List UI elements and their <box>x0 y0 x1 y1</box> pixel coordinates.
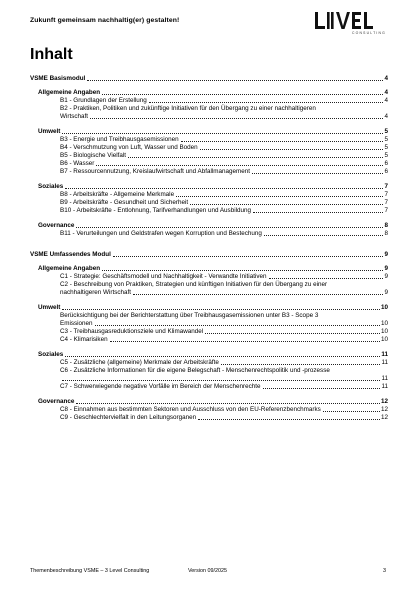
toc-entry-title: Governance <box>38 222 75 229</box>
toc-entry-b9[interactable] <box>30 199 388 207</box>
toc-entry-title: C1 - Strategie: Geschäftsmodell und Nachhaltigkeit - Verwandte Initiativen <box>60 273 267 280</box>
toc-page-number: 5 <box>384 144 388 151</box>
toc-leader <box>181 141 384 142</box>
toc-entry-c2[interactable] <box>30 281 388 297</box>
toc-entry-c5[interactable] <box>30 359 388 367</box>
toc-entry-title: B1 - Grundlagen der Erstellung <box>60 97 147 104</box>
toc-page-number: 5 <box>384 152 388 159</box>
toc-leader <box>190 204 383 205</box>
toc-entry-title: C8 - Einnahmen aus bestimmten Sektoren und Ausschluss von den EU-Referenzbenchmarks <box>60 406 321 413</box>
toc-entry-title: Berücksichtigung bei der Berichterstattung über Treibhausgasemissionen unter B3 - Scope 3 <box>60 312 319 319</box>
toc-leader <box>253 212 383 213</box>
toc-entry-umwelt[interactable] <box>30 128 388 136</box>
toc-entry-b10[interactable] <box>30 207 388 215</box>
toc-leader <box>269 278 384 279</box>
toc-entry-umwelt-2[interactable] <box>30 304 388 312</box>
toc-page-number: 7 <box>384 207 388 214</box>
logo-icon <box>314 10 384 32</box>
toc-leader <box>102 270 383 271</box>
toc-leader <box>96 165 383 166</box>
toc-entry-governance[interactable] <box>30 222 388 230</box>
toc-entry-c8[interactable] <box>30 406 388 414</box>
toc-leader <box>113 256 384 257</box>
toc-entry-title: B6 - Wasser <box>60 160 95 167</box>
toc-leader <box>264 235 384 236</box>
toc-entry-title: Umwelt <box>38 304 61 311</box>
toc-page-number: 10 <box>380 336 388 343</box>
toc-leader <box>323 411 380 412</box>
toc-leader <box>221 364 381 365</box>
toc-entry-b8[interactable] <box>30 191 388 199</box>
footer-page-number: 3 <box>383 568 386 574</box>
toc-page-number: 10 <box>380 320 388 327</box>
toc-entry-umfassendes-modul[interactable] <box>30 251 388 259</box>
toc-entry-title-continued: Emissionen <box>60 320 93 327</box>
toc-entry-b5[interactable] <box>30 152 388 160</box>
footer-document-title: Themenbeschreibung VSME – 3 Level Consulting <box>30 568 150 574</box>
toc-entry-title: B2 - Praktiken, Politiken und zukünftige Initiativen für den Übergang zu einer nachhaltigeren <box>60 105 316 112</box>
toc-page-number: 4 <box>384 89 388 96</box>
toc-entry-b6[interactable] <box>30 160 388 168</box>
toc-entry-title: VSME Basismodul <box>30 75 86 82</box>
toc-entry-title: Umwelt <box>38 128 61 135</box>
toc-leader <box>198 419 380 420</box>
toc-page-number: 8 <box>384 222 388 229</box>
toc-leader <box>102 94 383 95</box>
toc-leader <box>252 173 383 174</box>
toc-page-number: 11 <box>381 375 388 382</box>
toc-entry-c7[interactable] <box>30 383 388 391</box>
toc-entry-b1[interactable] <box>30 97 388 105</box>
toc-leader <box>62 133 383 134</box>
toc-entry-b2[interactable] <box>30 105 388 121</box>
toc-entry-title: B10 - Arbeitskräfte - Entlohnung, Tarifverhandlungen und Ausbildung <box>60 207 252 214</box>
toc-entry-governance-2[interactable] <box>30 398 388 406</box>
toc-entry-title: B7 - Ressourcennutzung, Kreislaufwirtschaft und Abfallmanagement <box>60 168 251 175</box>
toc-leader <box>176 196 383 197</box>
toc-entry-title: B3 - Energie und Treibhausgasemissionen <box>60 136 179 143</box>
toc-leader <box>90 118 383 119</box>
logo-subtitle: CONSULTING <box>352 31 386 35</box>
toc-page-number: 4 <box>384 113 388 120</box>
toc-entry-scope3[interactable] <box>30 312 388 328</box>
toc-page-number: 12 <box>380 406 388 413</box>
toc-entry-c6[interactable] <box>30 367 388 383</box>
toc-page-number: 9 <box>384 289 388 296</box>
toc-entry-title: B4 - Verschmutzung von Luft, Wasser und Boden <box>60 144 198 151</box>
toc-page-number: 4 <box>384 97 388 104</box>
toc-entry-c3[interactable] <box>30 328 388 336</box>
toc-entry-title: C9 - Geschlechtervielfalt in den Leitungsorganen <box>60 414 197 421</box>
toc-page-number: 11 <box>381 351 388 358</box>
toc-leader <box>110 341 380 342</box>
company-logo <box>314 10 386 36</box>
toc-entry-title: Allgemeine Angaben <box>38 89 101 96</box>
toc-leader <box>76 403 380 404</box>
toc-page-number: 6 <box>384 160 388 167</box>
toc-leader <box>62 309 380 310</box>
toc-page-number: 8 <box>384 230 388 237</box>
toc-entry-title: C6 - Zusätzliche Informationen für die eigene Belegschaft - Menschenrechtspolitik und -prozesse <box>60 367 330 374</box>
toc-page-number: 9 <box>384 273 388 280</box>
toc-entry-title: C2 - Beschreibung von Praktiken, Strategien und künftigen Initiativen für den Übergang zu einer <box>60 281 328 288</box>
toc-page-number: 7 <box>384 183 388 190</box>
toc-entry-allgemeine-angaben[interactable] <box>30 89 388 97</box>
toc-entry-c4[interactable] <box>30 336 388 344</box>
toc-entry-title: C3 - Treibhausgasreduktionsziele und Klimawandel <box>60 328 204 335</box>
toc-page-number: 12 <box>380 414 388 421</box>
toc-leader <box>95 325 380 326</box>
toc-entry-title: Allgemeine Angaben <box>38 265 101 272</box>
toc-entry-title: C5 - Zusätzliche (allgemeine) Merkmale der Arbeitskräfte <box>60 359 219 366</box>
toc-leader <box>87 80 383 81</box>
toc-entry-title-continued: nachhaltigeren Wirtschaft <box>60 289 132 296</box>
toc-page-number: 10 <box>380 328 388 335</box>
toc-entry-title-continued: Wirtschaft <box>60 113 88 120</box>
toc-page-number: 9 <box>384 251 388 258</box>
toc-entry-b11[interactable] <box>30 230 388 238</box>
footer-version: Version 09/2025 <box>188 568 227 574</box>
toc-entry-soziales-2[interactable] <box>30 351 388 359</box>
toc-page-number: 5 <box>384 136 388 143</box>
toc-entry-c1[interactable] <box>30 273 388 281</box>
toc-page-number: 10 <box>380 304 388 311</box>
toc-entry-title: B11 - Verurteilungen und Geldstrafen wegen Korruption und Bestechung <box>60 230 262 237</box>
toc-leader <box>76 227 383 228</box>
toc-leader <box>133 294 383 295</box>
toc-page-number: 4 <box>384 75 388 82</box>
table-of-contents <box>30 75 388 422</box>
toc-page-number: 11 <box>381 359 388 366</box>
toc-entry-b7[interactable] <box>30 168 388 176</box>
toc-entry-b4[interactable] <box>30 144 388 152</box>
toc-entry-title: VSME Umfassendes Modul <box>30 251 111 258</box>
toc-entry-title: B8 - Arbeitskräfte - Allgemeine Merkmale <box>60 191 175 198</box>
toc-entry-title: Soziales <box>38 351 64 358</box>
toc-page-number: 5 <box>384 128 388 135</box>
toc-leader <box>205 333 380 334</box>
toc-page-number: 9 <box>384 265 388 272</box>
toc-entry-title: Soziales <box>38 183 64 190</box>
toc-leader <box>200 149 384 150</box>
toc-page-number: 6 <box>384 168 388 175</box>
toc-entry-title: B5 - Biologische Vielfalt <box>60 152 127 159</box>
toc-leader <box>65 188 383 189</box>
toc-entry-c9[interactable] <box>30 414 388 422</box>
toc-page-number: 7 <box>384 199 388 206</box>
toc-entry-allgemeine-angaben-2[interactable] <box>30 265 388 273</box>
toc-entry-title: C4 - Klimarisiken <box>60 336 108 343</box>
toc-leader <box>263 388 381 389</box>
toc-entry-title: Governance <box>38 398 75 405</box>
toc-entry-title: C7 - Schwerwiegende negative Vorfälle im Bereich der Menschenrechte <box>60 383 261 390</box>
toc-leader <box>62 380 380 381</box>
toc-leader <box>149 102 384 103</box>
toc-leader <box>128 157 383 158</box>
toc-leader <box>65 356 380 357</box>
toc-entry-title: B9 - Arbeitskräfte - Gesundheit und Sicherheit <box>60 199 189 206</box>
toc-page-number: 7 <box>384 191 388 198</box>
page-title: Inhalt <box>30 46 73 63</box>
toc-page-number: 11 <box>381 383 388 390</box>
toc-entry-basismodul[interactable] <box>30 75 388 83</box>
toc-entry-soziales[interactable] <box>30 183 388 191</box>
header-tagline: Zukunft gemeinsam nachhaltig(er) gestalten! <box>30 17 180 24</box>
toc-entry-b3[interactable] <box>30 136 388 144</box>
toc-page-number: 12 <box>380 398 388 405</box>
